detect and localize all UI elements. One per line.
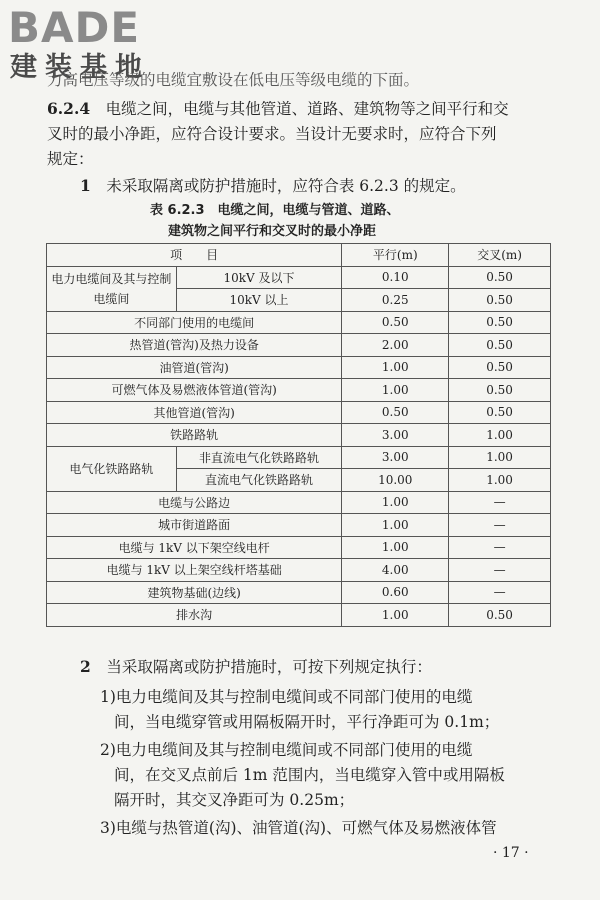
- table-caption-1: 表 6.2.3 电缆之间，电缆与管道、道路、: [150, 203, 400, 218]
- row-cross: —: [449, 581, 551, 604]
- sub-item-2-line-1: 2)电力电缆间及其与控制电缆间或不同部门使用的电缆: [100, 741, 473, 759]
- row-label: 热管道(管沟)及热力设备: [47, 334, 342, 357]
- row-cross: —: [449, 514, 551, 537]
- row-cross: 1.00: [449, 469, 551, 492]
- table-row: [47, 379, 551, 402]
- row-parallel: 1.00: [342, 514, 449, 537]
- row-parallel: 2.00: [342, 334, 449, 357]
- row-parallel: 0.50: [342, 311, 449, 334]
- row-parallel: 1.00: [342, 491, 449, 514]
- row-parallel: 1.00: [342, 536, 449, 559]
- clause-line-2: 叉时的最小净距，应符合设计要求。当设计无要求时，应符合下列: [47, 125, 497, 143]
- row-parallel: 3.00: [342, 446, 449, 469]
- row-label: 城市街道路面: [47, 514, 342, 537]
- row-sub-label: 非直流电气化铁路路轨: [176, 446, 342, 469]
- row-parallel: 0.50: [342, 401, 449, 424]
- row-parallel: 1.00: [342, 379, 449, 402]
- row-sub-label: 直流电气化铁路路轨: [176, 469, 342, 492]
- row-cross: 1.00: [449, 446, 551, 469]
- row-sub-label: 10kV 以上: [176, 289, 342, 312]
- table-row: [47, 311, 551, 334]
- table-row: [47, 446, 551, 469]
- row-label: 油管道(管沟): [47, 356, 342, 379]
- row-cross: 0.50: [449, 379, 551, 402]
- clause-number: 6.2.4: [47, 99, 91, 118]
- row-cross: —: [449, 559, 551, 582]
- row-parallel: 1.00: [342, 356, 449, 379]
- row-group-label: 电力电缆间及其与控制电缆间: [47, 266, 177, 311]
- clause-line-3: 规定：: [47, 150, 94, 168]
- table-row: [47, 424, 551, 447]
- row-parallel: 0.10: [342, 266, 449, 289]
- header-cross: 交叉(m): [449, 244, 551, 267]
- sub-item-3-line-1: 3)电缆与热管道(沟)、油管道(沟)、可燃气体及易燃液体管: [100, 819, 497, 837]
- row-cross: 0.50: [449, 289, 551, 312]
- row-cross: 0.50: [449, 356, 551, 379]
- row-parallel: 3.00: [342, 424, 449, 447]
- table-caption-2: 建筑物之间平行和交叉时的最小净距: [168, 224, 377, 239]
- header-parallel: 平行(m): [342, 244, 449, 267]
- row-label: 电缆与 1kV 以上架空线杆塔基础: [47, 559, 342, 582]
- row-label: 其他管道(管沟): [47, 401, 342, 424]
- table-row: [47, 356, 551, 379]
- sub-item-1-line-2: 间，当电缆穿管或用隔板隔开时，平行净距可为 0.1m；: [114, 713, 500, 731]
- header-item: 项 目: [47, 244, 342, 267]
- row-sub-label: 10kV 及以下: [176, 266, 342, 289]
- clause-line-1: [47, 99, 509, 119]
- row-cross: 0.50: [449, 311, 551, 334]
- row-cross: 0.50: [449, 401, 551, 424]
- table-row: [47, 536, 551, 559]
- logo-brand: BADE: [8, 3, 141, 52]
- item-1: [80, 176, 466, 196]
- table-row: [47, 334, 551, 357]
- row-group-label: 电气化铁路路轨: [47, 446, 177, 491]
- row-cross: 0.50: [449, 266, 551, 289]
- row-label: 建筑物基础(边线): [47, 581, 342, 604]
- clause-text-1: 电缆之间，电缆与其他管道、道路、建筑物等之间平行和交: [105, 100, 509, 118]
- row-cross: —: [449, 491, 551, 514]
- table-row: [47, 401, 551, 424]
- spacing-table: [46, 243, 551, 627]
- sub-item-1-line-1: 1)电力电缆间及其与控制电缆间或不同部门使用的电缆: [100, 688, 473, 706]
- row-cross: 1.00: [449, 424, 551, 447]
- row-parallel: 10.00: [342, 469, 449, 492]
- row-cross: 0.50: [449, 334, 551, 357]
- row-label: 不同部门使用的电缆间: [47, 311, 342, 334]
- table-row: [47, 581, 551, 604]
- row-label: 可燃气体及易燃液体管道(管沟): [47, 379, 342, 402]
- item-1-text: 未采取隔离或防护措施时，应符合表 6.2.3 的规定。: [106, 177, 466, 195]
- table-row: [47, 604, 551, 627]
- item-2: [80, 657, 432, 677]
- table-row: [47, 266, 551, 289]
- sub-item-2-line-2: 间，在交叉点前后 1m 范围内，当电缆穿入管中或用隔板: [114, 766, 505, 784]
- page-number: · 17 ·: [493, 845, 529, 861]
- item-2-number: 2: [80, 657, 91, 676]
- table-row: [47, 491, 551, 514]
- row-label: 排水沟: [47, 604, 342, 627]
- item-1-number: 1: [80, 176, 91, 195]
- table-header-row: [47, 244, 551, 267]
- table-row: [47, 514, 551, 537]
- table-row: [47, 559, 551, 582]
- row-parallel: 0.60: [342, 581, 449, 604]
- row-parallel: 4.00: [342, 559, 449, 582]
- row-cross: —: [449, 536, 551, 559]
- row-label: 电缆与 1kV 以下架空线电杆: [47, 536, 342, 559]
- row-cross: 0.50: [449, 604, 551, 627]
- intro-line: 力高电压等级的电缆宜敷设在低电压等级电缆的下面。: [47, 71, 420, 89]
- item-2-text: 当采取隔离或防护措施时，可按下列规定执行：: [106, 658, 432, 676]
- sub-item-2-line-3: 隔开时，其交叉净距可为 0.25m；: [114, 791, 355, 809]
- row-label: 铁路路轨: [47, 424, 342, 447]
- logo-subtitle: 建装基地: [10, 52, 150, 83]
- row-label: 电缆与公路边: [47, 491, 342, 514]
- row-parallel: 0.25: [342, 289, 449, 312]
- row-parallel: 1.00: [342, 604, 449, 627]
